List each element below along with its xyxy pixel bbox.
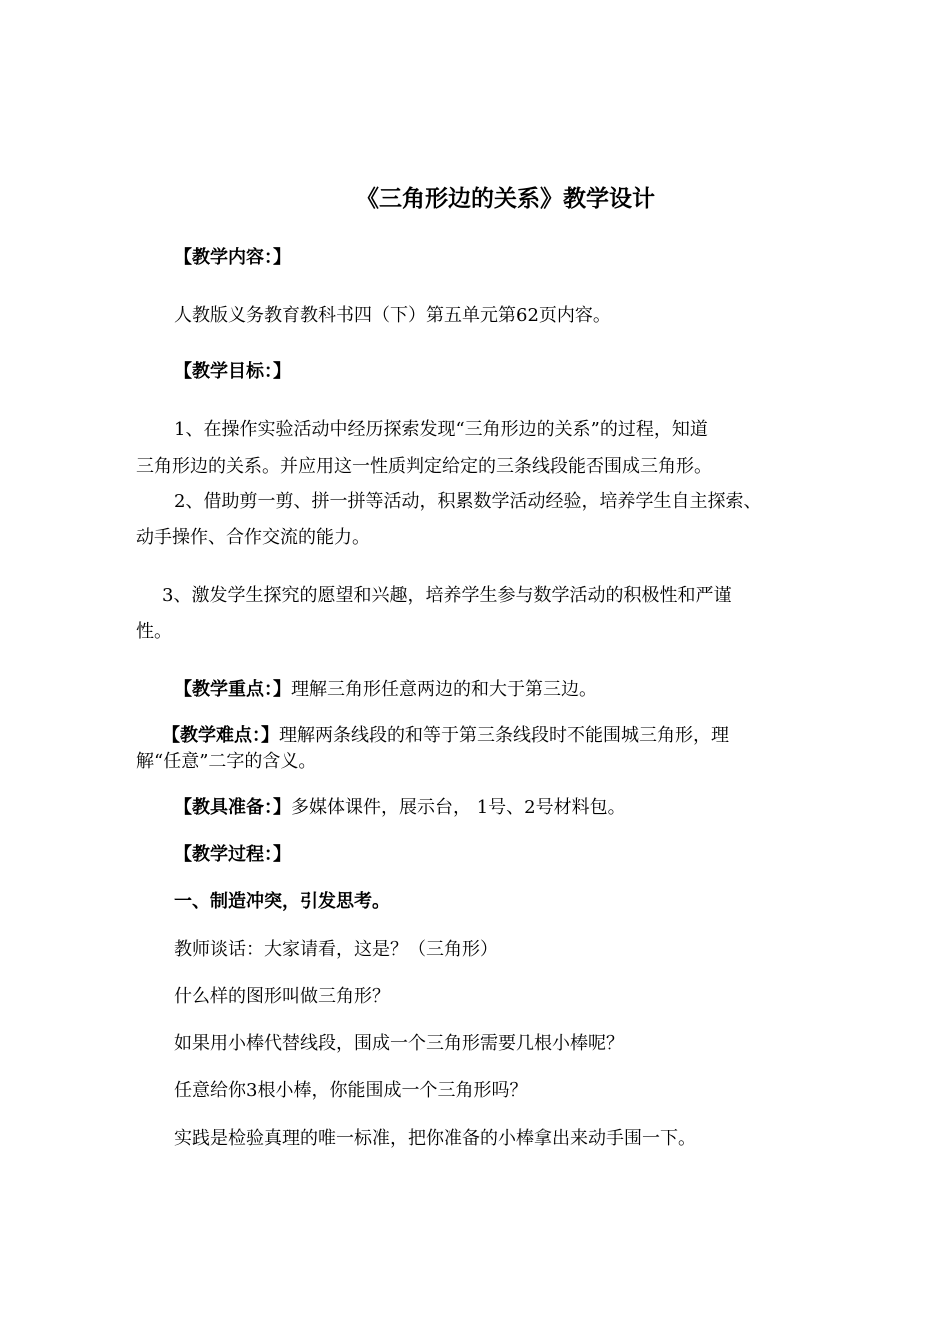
page-title: 《三角形边的关系》教学设计 (356, 185, 655, 212)
process-section-1: 一、制造冲突，引发思考。 (174, 891, 390, 912)
goal-2-line-2: 动手操作、合作交流的能力。 (136, 527, 370, 548)
process-line: 实践是检验真理的唯一标准，把你准备的小棒拿出来动手围一下。 (174, 1128, 696, 1149)
content-heading: 【教学内容：】 (174, 247, 291, 268)
goal-2-line-1: 2、借助剪一剪、拼一拼等活动，积累数学活动经验，培养学生自主探索、 (174, 491, 762, 512)
goals-heading: 【教学目标：】 (174, 361, 291, 382)
process-line: 什么样的图形叫做三角形？ (174, 986, 390, 1007)
process-heading: 【教学过程：】 (174, 844, 291, 865)
difficulty-line-2: 解“任意”二字的含义。 (136, 751, 317, 772)
process-line: 任意给你3根小棒，你能围成一个三角形吗？ (174, 1080, 528, 1101)
difficulty-text: 理解两条线段的和等于第三条线段时不能围城三角形，理 (279, 725, 729, 746)
key-point (174, 678, 597, 702)
tools-text: 多媒体课件，展示台， 1号、2号材料包。 (291, 797, 626, 818)
key-point-heading: 【教学重点：】 (174, 679, 291, 700)
content-text: 人教版义务教育教科书四（下）第五单元第62页内容。 (174, 305, 611, 326)
process-line: 教师谈话：大家请看，这是？（三角形） (174, 939, 498, 960)
goal-3-line-1: 3、激发学生探究的愿望和兴趣，培养学生参与数学活动的积极性和严谨 (162, 585, 732, 606)
difficulty-line-1 (162, 724, 729, 748)
process-line: 如果用小棒代替线段，围成一个三角形需要几根小棒呢？ (174, 1033, 624, 1054)
tools-heading: 【教具准备：】 (174, 797, 291, 818)
goal-1-line-2: 三角形边的关系。并应用这一性质判定给定的三条线段能否围成三角形。 (136, 456, 712, 477)
goal-1-line-1: 1、在操作实验活动中经历探索发现“三角形边的关系”的过程，知道 (174, 419, 708, 440)
tools (174, 796, 626, 820)
key-point-text: 理解三角形任意两边的和大于第三边。 (291, 679, 597, 700)
goal-3-line-2: 性。 (136, 621, 172, 642)
difficulty-heading: 【教学难点：】 (162, 725, 279, 746)
